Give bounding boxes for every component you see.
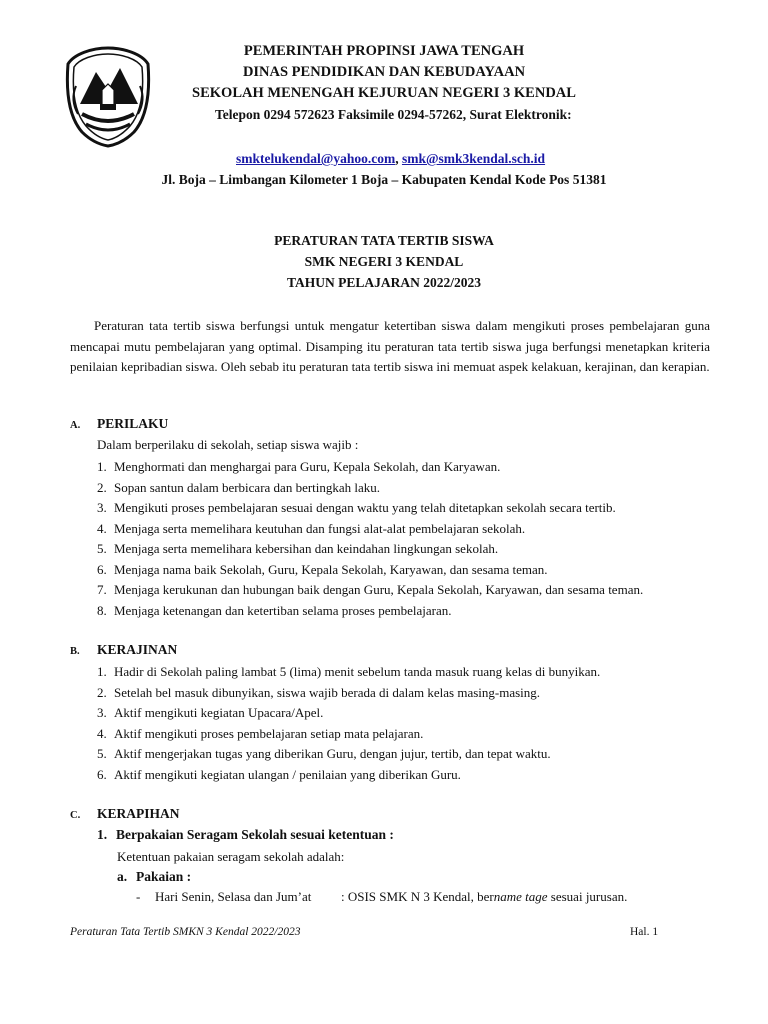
- list-item-number: 7.: [97, 582, 107, 597]
- list-item: [97, 744, 707, 765]
- subsection-uniform-lead: Ketentuan pakaian seragam sekolah adalah:: [117, 849, 345, 864]
- list-item-number: 2.: [97, 479, 107, 495]
- list-item: [97, 765, 707, 786]
- email-link-school[interactable]: smk@smk3kendal.sch.id: [401, 151, 546, 166]
- section-a-letter: A.: [70, 420, 81, 431]
- document-school-year: TAHUN PELAJARAN 2022/2023: [286, 275, 481, 290]
- list-item-text: Sopan santun dalam berbicara dan bertingkah laku.: [114, 479, 381, 495]
- list-item: [97, 457, 707, 478]
- list-item: [97, 478, 707, 499]
- list-item: [97, 560, 707, 581]
- list-item-text: Menjaga kerukunan dan hubungan baik dengan Guru, Kepala Sekolah, Karyawan, dan sesama teman.: [114, 582, 644, 597]
- list-item-number: 6.: [97, 766, 107, 782]
- section-c-title: KERAPIHAN: [97, 806, 180, 821]
- list-item-text: Menjaga nama baik Sekolah, Guru, Kepala Sekolah, Karyawan, dan sesama teman.: [114, 561, 548, 577]
- letterhead-contact: Telepon 0294 572623 Faksimile 0294-57262, Surat Elektronik:: [215, 107, 572, 122]
- list-item-text: Setelah bel masuk dibunyikan, siswa wajib berada di dalam kelas masing-masing.: [114, 684, 541, 700]
- list-item: [97, 601, 707, 622]
- list-item-text: Menjaga ketenangan dan ketertiban selama proses pembelajaran.: [114, 602, 452, 618]
- list-item: [97, 724, 707, 745]
- list-item-number: 1.: [97, 459, 107, 474]
- list-item: [97, 498, 707, 519]
- subsection-title: Berpakaian Seragam Sekolah sesuai ketentuan :: [116, 827, 394, 842]
- list-item-number: 8.: [97, 602, 107, 618]
- section-a-list: [97, 457, 707, 621]
- section-c-letter: C.: [70, 810, 81, 821]
- subsection-clothing-title: Pakaian :: [136, 869, 192, 884]
- section-b-title: KERAJINAN: [97, 642, 178, 657]
- list-item: [97, 662, 707, 683]
- list-item-number: 5.: [97, 541, 107, 556]
- uniform-rule-desc-end: sesuai jurusan.: [547, 889, 628, 904]
- letterhead-emails: [236, 151, 545, 167]
- section-a-lead: Dalam berperilaku di sekolah, setiap siswa wajib :: [97, 437, 359, 452]
- document-school-name: SMK NEGERI 3 KENDAL: [304, 254, 464, 269]
- subsection-uniform-heading: [97, 827, 394, 843]
- page-number: Hal. 1: [630, 926, 659, 938]
- subsection-number: 1.: [97, 827, 108, 842]
- list-item-number: 3.: [97, 705, 107, 720]
- list-item-text: Menjaga serta memelihara keutuhan dan fungsi alat-alat pembelajaran sekolah.: [114, 520, 526, 536]
- list-item-text: Aktif mengikuti kegiatan ulangan / penilaian yang diberikan Guru.: [114, 766, 461, 782]
- dash-bullet: -: [136, 889, 141, 904]
- section-a-heading: [70, 416, 168, 432]
- list-item: [97, 683, 707, 704]
- section-c-heading: [70, 806, 180, 822]
- list-item-text: Aktif mengikuti kegiatan Upacara/Apel.: [114, 705, 324, 720]
- uniform-rule-days: Hari Senin, Selasa dan Jum’at: [155, 889, 312, 904]
- list-item: [97, 703, 707, 724]
- email-separator: ,: [395, 151, 402, 166]
- list-item-text: Hadir di Sekolah paling lambat 5 (lima) menit sebelum tanda masuk ruang kelas di bunyikan.: [114, 664, 601, 679]
- subsection-letter: a.: [117, 869, 128, 884]
- list-item-text: Aktif mengerjakan tugas yang diberikan Guru, dengan jujur, tertib, dan tepat waktu.: [114, 746, 551, 761]
- uniform-rule-desc: : OSIS SMK N 3 Kendal, ber: [341, 889, 494, 904]
- section-a-title: PERILAKU: [97, 416, 169, 431]
- page-footer-title: Peraturan Tata Tertib SMKN 3 Kendal 2022/2023: [70, 926, 301, 938]
- list-item-number: 4.: [97, 520, 107, 536]
- uniform-rule-italic: name tage: [493, 889, 548, 904]
- letterhead-government: PEMERINTAH PROPINSI JAWA TENGAH: [243, 43, 525, 59]
- section-b-heading: [70, 642, 177, 658]
- list-item-number: 5.: [97, 746, 107, 761]
- letterhead-department: DINAS PENDIDIKAN DAN KEBUDAYAAN: [242, 64, 526, 80]
- document-title: PERATURAN TATA TERTIB SISWA: [274, 233, 494, 248]
- list-item-number: 1.: [97, 664, 107, 679]
- list-item-text: Mengikuti proses pembelajaran sesuai dengan waktu yang telah ditetapkan sekolah secara tertib.: [114, 500, 616, 515]
- list-item-number: 3.: [97, 500, 107, 515]
- list-item-text: Menjaga serta memelihara kebersihan dan keindahan lingkungan sekolah.: [114, 541, 499, 556]
- list-item-number: 2.: [97, 684, 107, 700]
- section-b-letter: B.: [70, 646, 80, 657]
- list-item: [97, 539, 707, 560]
- section-b-list: [97, 662, 707, 785]
- list-item-text: Aktif mengikuti proses pembelajaran setiap mata pelajaran.: [114, 725, 424, 741]
- list-item-number: 4.: [97, 725, 107, 741]
- intro-paragraph: Peraturan tata tertib siswa berfungsi untuk mengatur ketertiban siswa dalam mengikuti proses pembelajaran guna mencapai mutu pembelajaran yang optimal. Disamping itu peraturan tata tertib siswa juga berfungsi menetapkan kriteria penilaian kepribadian siswa. Oleh sebab itu peraturan tata tertib siswa ini memuat aspek kelakuan, kerajinan, dan kerapian.: [70, 318, 710, 374]
- list-item-text: Menghormati dan menghargai para Guru, Kepala Sekolah, dan Karyawan.: [114, 459, 501, 474]
- list-item-number: 6.: [97, 561, 107, 577]
- list-item: [97, 580, 707, 601]
- list-item: [97, 519, 707, 540]
- subsection-clothing-heading: [117, 869, 191, 885]
- email-link-yahoo[interactable]: smktelukendal@yahoo.com: [236, 151, 396, 166]
- letterhead-school: SEKOLAH MENENGAH KEJURUAN NEGERI 3 KENDAL: [192, 85, 576, 101]
- letterhead-address: Jl. Boja – Limbangan Kilometer 1 Boja – Kabupaten Kendal Kode Pos 51381: [161, 172, 607, 187]
- uniform-rule-item: [136, 889, 627, 905]
